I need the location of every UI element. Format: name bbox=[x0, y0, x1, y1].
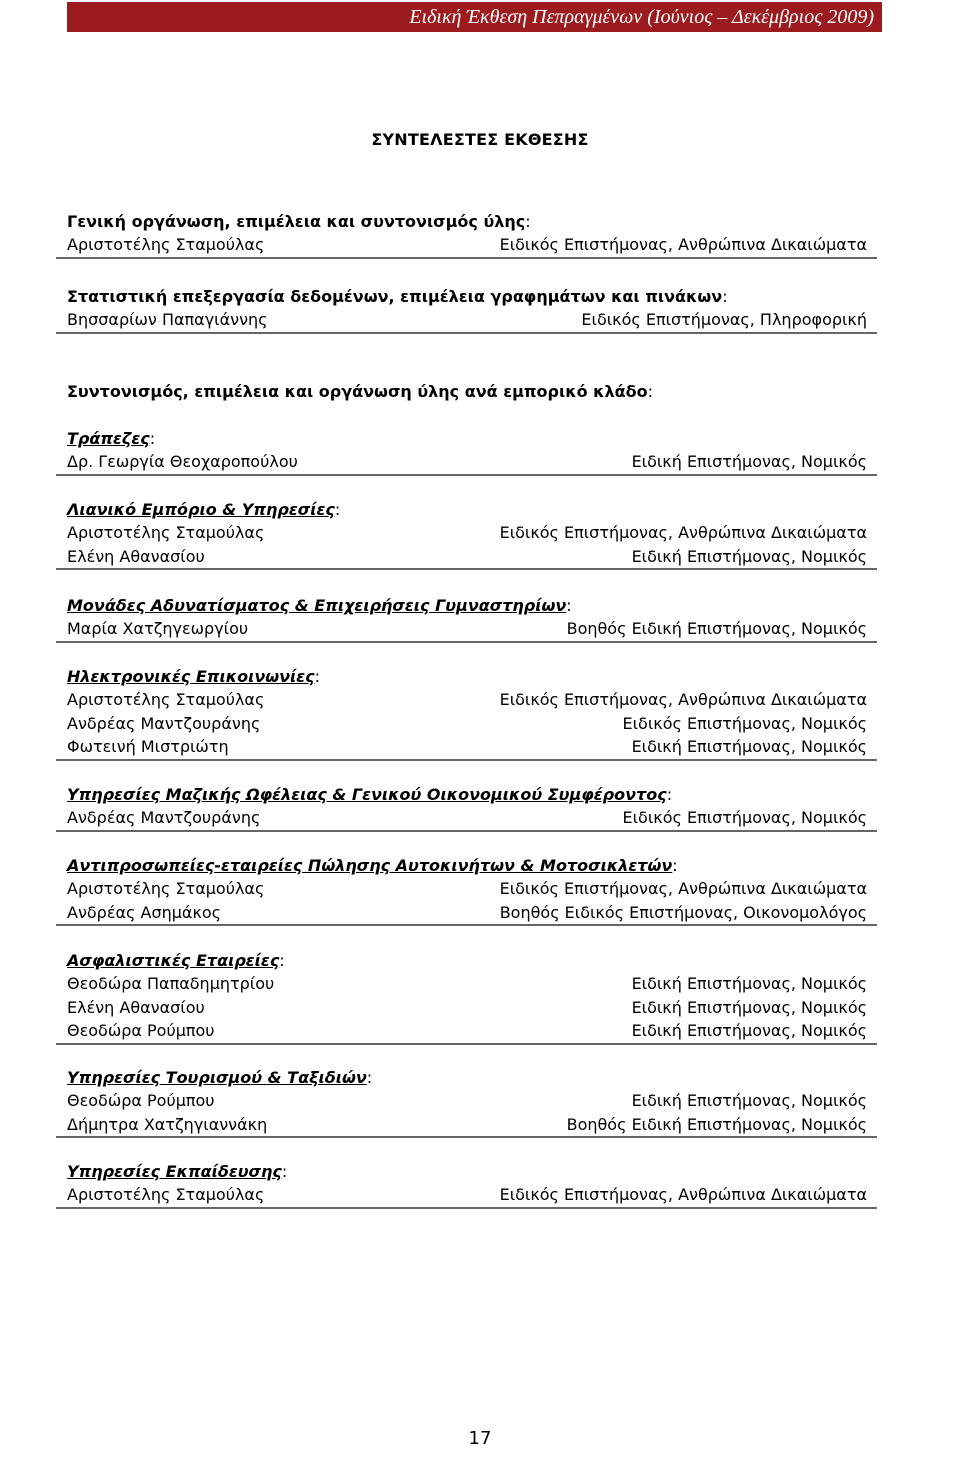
contributor-name: Αριστοτέλης Σταμούλας bbox=[67, 235, 265, 254]
contributor-row bbox=[56, 233, 877, 259]
contributor-role: Ειδικός Επιστήμονας, Ανθρώπινα Δικαιώματα bbox=[499, 690, 867, 709]
section-stats bbox=[67, 286, 877, 334]
contributor-row bbox=[56, 1183, 877, 1209]
contributor-list bbox=[56, 877, 877, 926]
contributor-list bbox=[56, 617, 877, 643]
contributor-list bbox=[56, 806, 877, 832]
contributor-name: Ανδρέας Μαντζουράνης bbox=[67, 808, 261, 827]
contributor-role: Ειδικός Επιστήμονας, Νομικός bbox=[622, 713, 867, 733]
contributor-list bbox=[56, 1089, 877, 1138]
sector-gyms bbox=[67, 595, 877, 643]
contributor-row bbox=[56, 877, 877, 901]
sector-education bbox=[67, 1161, 877, 1209]
sector-insurance bbox=[67, 950, 877, 1045]
sector-heading: Λιανικό Εμπόριο & Υπηρεσίες: bbox=[67, 500, 341, 519]
sector-heading: Υπηρεσίες Μαζικής Ωφέλειας & Γενικού Οικονομικού Συμφέροντος: bbox=[67, 785, 673, 804]
contributor-list bbox=[56, 521, 877, 570]
contributor-name: Ανδρέας Μαντζουράνης bbox=[67, 713, 261, 733]
contributor-name: Μαρία Χατζηγεωργίου bbox=[67, 619, 249, 638]
sector-telecom bbox=[67, 666, 877, 761]
contributor-role: Ειδικός Επιστήμονας, Νομικός bbox=[622, 808, 867, 827]
contributor-role: Ειδική Επιστήμονας, Νομικός bbox=[631, 1091, 867, 1110]
contributor-list bbox=[56, 233, 877, 259]
contributor-list bbox=[56, 308, 877, 334]
contributor-role: Ειδική Επιστήμονας, Νομικός bbox=[631, 452, 867, 471]
contributor-row bbox=[56, 1019, 877, 1045]
contributor-list bbox=[56, 688, 877, 761]
contributor-list bbox=[56, 450, 877, 476]
contributor-role: Ειδική Επιστήμονας, Νομικός bbox=[631, 974, 867, 993]
sector-heading: Ασφαλιστικές Εταιρείες: bbox=[67, 951, 285, 970]
contributor-role: Βοηθός Ειδικός Επιστήμονας, Οικονομολόγος bbox=[499, 902, 867, 922]
sector-banks bbox=[67, 428, 877, 476]
contributor-role: Βοηθός Ειδική Επιστήμονας, Νομικός bbox=[566, 619, 867, 638]
contributor-row bbox=[56, 308, 877, 334]
contributor-name: Φωτεινή Μιστριώτη bbox=[67, 737, 229, 756]
sector-heading: Αντιπροσωπείες-εταιρείες Πώλησης Αυτοκινήτων & Μοτοσικλετών: bbox=[67, 856, 678, 875]
contributor-row bbox=[56, 1089, 877, 1113]
contributor-role: Ειδικός Επιστήμονας, Ανθρώπινα Δικαιώματα bbox=[499, 235, 867, 254]
sector-utilities bbox=[67, 784, 877, 832]
contributor-role: Ειδική Επιστήμονας, Νομικός bbox=[631, 997, 867, 1017]
contributor-name: Ελένη Αθανασίου bbox=[67, 997, 205, 1017]
contributor-name: Δρ. Γεωργία Θεοχαροπούλου bbox=[67, 452, 298, 471]
contributor-name: Θεοδώρα Παπαδημητρίου bbox=[67, 974, 275, 993]
contributor-role: Ειδική Επιστήμονας, Νομικός bbox=[631, 737, 867, 756]
contributor-row bbox=[56, 901, 877, 927]
contributor-role: Ειδική Επιστήμονας, Νομικός bbox=[631, 546, 867, 566]
contributor-role: Ειδικός Επιστήμονας, Πληροφορική bbox=[581, 310, 867, 329]
contributor-row bbox=[56, 806, 877, 832]
sector-heading: Ηλεκτρονικές Επικοινωνίες: bbox=[67, 667, 321, 686]
contributor-name: Αριστοτέλης Σταμούλας bbox=[67, 879, 265, 898]
contributor-row bbox=[56, 1113, 877, 1139]
contributor-role: Ειδική Επιστήμονας, Νομικός bbox=[631, 1021, 867, 1040]
contributor-list bbox=[56, 972, 877, 1045]
sector-heading: Τράπεζες: bbox=[67, 429, 156, 448]
contributor-row bbox=[56, 735, 877, 761]
sector-heading: Υπηρεσίες Τουρισμού & Ταξιδιών: bbox=[67, 1068, 373, 1087]
contributor-role: Ειδικός Επιστήμονας, Ανθρώπινα Δικαιώματα bbox=[499, 523, 867, 542]
contributor-row bbox=[56, 617, 877, 643]
section-heading: Συντονισμός, επιμέλεια και οργάνωση ύλης ανά εμπορικό κλάδο: bbox=[67, 382, 653, 401]
contributor-list bbox=[56, 1183, 877, 1209]
section-coordination bbox=[67, 381, 877, 403]
section-general bbox=[67, 211, 877, 259]
contributor-row bbox=[56, 521, 877, 545]
section-heading: Στατιστική επεξεργασία δεδομένων, επιμέλεια γραφημάτων και πινάκων: bbox=[67, 287, 728, 306]
sector-retail bbox=[67, 499, 877, 570]
contributor-name: Θεοδώρα Ρούμπου bbox=[67, 1021, 215, 1040]
sector-car-dealers bbox=[67, 855, 877, 926]
contributor-row bbox=[56, 996, 877, 1020]
contributor-row bbox=[56, 688, 877, 712]
contributor-name: Ανδρέας Ασημάκος bbox=[67, 902, 222, 922]
contributor-name: Ελένη Αθανασίου bbox=[67, 546, 205, 566]
contributor-name: Βησσαρίων Παπαγιάννης bbox=[67, 310, 268, 329]
contributor-role: Βοηθός Ειδική Επιστήμονας, Νομικός bbox=[566, 1114, 867, 1134]
page-number: 17 bbox=[468, 1428, 492, 1449]
contributor-name: Αριστοτέλης Σταμούλας bbox=[67, 1185, 265, 1204]
contributor-name: Δήμητρα Χατζηγιαννάκη bbox=[67, 1114, 268, 1134]
contributor-name: Αριστοτέλης Σταμούλας bbox=[67, 690, 265, 709]
contributor-name: Θεοδώρα Ρούμπου bbox=[67, 1091, 215, 1110]
page-title: ΣΥΝΤΕΛΕΣΤΕΣ ΕΚΘΕΣΗΣ bbox=[371, 130, 589, 149]
contributor-row bbox=[56, 450, 877, 476]
contributor-row bbox=[56, 712, 877, 736]
contributor-role: Ειδικός Επιστήμονας, Ανθρώπινα Δικαιώματα bbox=[499, 879, 867, 898]
contributor-role: Ειδικός Επιστήμονας, Ανθρώπινα Δικαιώματα bbox=[499, 1185, 867, 1204]
contributor-name: Αριστοτέλης Σταμούλας bbox=[67, 523, 265, 542]
running-header: Ειδική Έκθεση Πεπραγμένων (Ιούνιος – Δεκέμβριος 2009) bbox=[67, 2, 882, 32]
sector-heading: Μονάδες Αδυνατίσματος & Επιχειρήσεις Γυμναστηρίων: bbox=[67, 596, 572, 615]
sector-heading: Υπηρεσίες Εκπαίδευσης: bbox=[67, 1162, 288, 1181]
sector-tourism bbox=[67, 1067, 877, 1138]
section-heading: Γενική οργάνωση, επιμέλεια και συντονισμός ύλης: bbox=[67, 212, 531, 231]
contributor-row bbox=[56, 545, 877, 571]
contributor-row bbox=[56, 972, 877, 996]
